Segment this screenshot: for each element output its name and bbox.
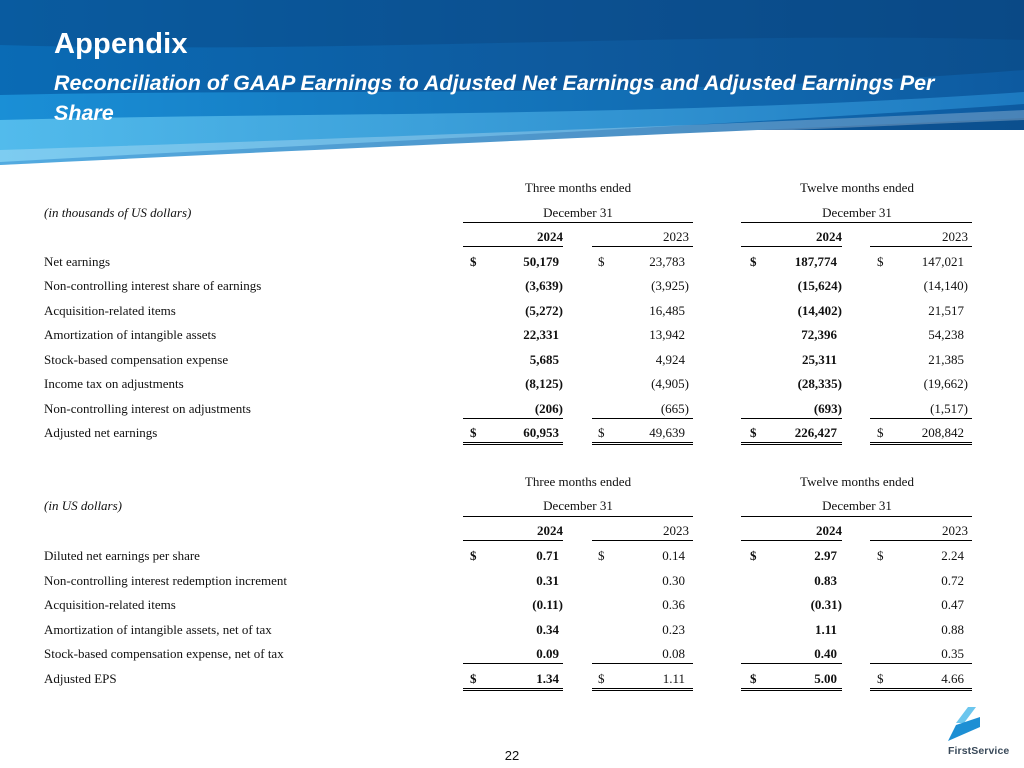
double-underline	[741, 688, 842, 691]
cell-q24: 0.31	[536, 573, 559, 588]
currency-symbol: $	[877, 671, 884, 686]
cell-q23: 4,924	[655, 352, 685, 367]
cell-y24: (14,402)	[797, 303, 842, 318]
cell-y23: 147,021	[921, 254, 964, 269]
year-current-q: 2024	[537, 523, 563, 538]
divider	[870, 418, 972, 419]
currency-symbol: $	[877, 548, 884, 563]
currency-symbol: $	[470, 425, 477, 440]
cell-y24: 1.11	[814, 622, 837, 637]
divider	[592, 246, 693, 247]
cell-q23: 0.08	[662, 646, 685, 661]
cell-y23: 4.66	[941, 671, 964, 686]
row-label: Acquisition-related items	[44, 303, 176, 318]
cell-y23: 0.35	[941, 646, 964, 661]
divider	[592, 418, 693, 419]
row-label: Stock-based compensation expense, net of tax	[44, 646, 284, 661]
cell-q24: (206)	[534, 401, 563, 416]
cell-y23: 54,238	[928, 327, 964, 342]
divider	[463, 663, 563, 664]
divider	[592, 663, 693, 664]
cell-q23: 0.36	[662, 597, 685, 612]
cell-y24: (693)	[813, 401, 842, 416]
row-label: Diluted net earnings per share	[44, 548, 200, 563]
divider	[463, 418, 563, 419]
divider	[870, 540, 972, 541]
page-subtitle: Reconciliation of GAAP Earnings to Adjusted Net Earnings and Adjusted Earnings Per Share	[54, 71, 935, 125]
cell-q23: 23,783	[649, 254, 685, 269]
cell-y24: 25,311	[801, 352, 837, 367]
cell-q24: 0.71	[536, 548, 559, 563]
currency-symbol: $	[598, 425, 605, 440]
cell-y24: 72,396	[801, 327, 837, 342]
cell-q23: (665)	[660, 401, 689, 416]
cell-y23: (19,662)	[923, 376, 968, 391]
currency-symbol: $	[598, 254, 605, 269]
currency-symbol: $	[470, 254, 477, 269]
cell-y24: (15,624)	[797, 278, 842, 293]
currency-symbol: $	[750, 254, 757, 269]
page-number: 22	[504, 748, 520, 763]
cell-y24: 187,774	[794, 254, 837, 269]
double-underline	[592, 688, 693, 691]
period-header-y: December 31	[822, 498, 892, 513]
period-header-y: December 31	[822, 205, 892, 220]
row-label: Amortization of intangible assets	[44, 327, 217, 342]
currency-symbol: $	[750, 671, 757, 686]
currency-symbol: $	[598, 671, 605, 686]
double-underline	[463, 442, 563, 445]
year-prior-y: 2023	[942, 229, 968, 244]
row-label: Adjusted EPS	[44, 671, 117, 686]
row-label: Non-controlling interest redemption increment	[44, 573, 287, 588]
cell-y24: (28,335)	[797, 376, 842, 391]
cell-y23: 0.47	[941, 597, 964, 612]
cell-y24: 2.97	[814, 548, 837, 563]
currency-symbol: $	[470, 548, 477, 563]
cell-q24: (3,639)	[525, 278, 563, 293]
row-label: Amortization of intangible assets, net of tax	[44, 622, 272, 637]
currency-symbol: $	[750, 548, 757, 563]
cell-y23: 208,842	[921, 425, 964, 440]
divider	[741, 246, 842, 247]
cell-q24: (8,125)	[525, 376, 563, 391]
cell-q24: 5,685	[529, 352, 559, 367]
three-months-header: Three months ended	[524, 474, 632, 489]
year-prior-y: 2023	[942, 523, 968, 538]
cell-q24: (0.11)	[532, 597, 563, 612]
cell-q24: 60,953	[523, 425, 559, 440]
twelve-months-header: Twelve months ended	[800, 180, 914, 195]
cell-y23: 21,385	[928, 352, 964, 367]
cell-q23: 1.11	[662, 671, 685, 686]
cell-y23: 21,517	[928, 303, 964, 318]
cell-y24: 0.40	[814, 646, 837, 661]
double-underline	[463, 688, 563, 691]
cell-q23: 16,485	[649, 303, 685, 318]
three-months-header: Three months ended	[524, 180, 632, 195]
cell-q23: (4,905)	[651, 376, 689, 391]
currency-symbol: $	[750, 425, 757, 440]
currency-symbol: $	[598, 548, 605, 563]
cell-q24: 0.34	[536, 622, 559, 637]
unit-label: (in thousands of US dollars)	[44, 205, 192, 220]
double-underline	[870, 688, 972, 691]
double-underline	[592, 442, 693, 445]
year-current-q: 2024	[537, 229, 563, 244]
divider	[463, 540, 563, 541]
row-label: Net earnings	[44, 254, 111, 269]
divider	[463, 516, 693, 517]
cell-y23: 0.72	[941, 573, 964, 588]
divider	[741, 222, 972, 223]
cell-y23: 0.88	[941, 622, 964, 637]
logo-text: FirstService	[948, 745, 1010, 757]
divider	[741, 516, 972, 517]
cell-q24: (5,272)	[525, 303, 563, 318]
currency-symbol: $	[877, 425, 884, 440]
period-header-q: December 31	[543, 498, 613, 513]
double-underline	[741, 442, 842, 445]
divider	[870, 246, 972, 247]
cell-y24: 5.00	[814, 671, 837, 686]
divider	[741, 540, 842, 541]
double-underline	[870, 442, 972, 445]
divider	[463, 246, 563, 247]
cell-y23: 2.24	[941, 548, 964, 563]
year-prior-q: 2023	[663, 523, 689, 538]
twelve-months-header: Twelve months ended	[800, 474, 914, 489]
period-header-q: December 31	[543, 205, 613, 220]
cell-y24: 0.83	[814, 573, 837, 588]
divider	[741, 663, 842, 664]
cell-q23: 0.14	[662, 548, 685, 563]
divider	[463, 222, 693, 223]
cell-q23: (3,925)	[651, 278, 689, 293]
cell-q24: 22,331	[523, 327, 559, 342]
cell-q24: 1.34	[536, 671, 559, 686]
year-current-y: 2024	[816, 229, 842, 244]
row-label: Non-controlling interest share of earnings	[44, 278, 262, 293]
cell-q24: 50,179	[523, 254, 559, 269]
divider	[592, 540, 693, 541]
page-title: Appendix	[54, 28, 188, 60]
year-current-y: 2024	[816, 523, 842, 538]
row-label: Acquisition-related items	[44, 597, 176, 612]
year-prior-q: 2023	[663, 229, 689, 244]
cell-y23: (1,517)	[930, 401, 968, 416]
cell-q23: 13,942	[649, 327, 685, 342]
firstservice-logo-icon	[946, 705, 986, 743]
divider	[870, 663, 972, 664]
row-label: Adjusted net earnings	[44, 425, 158, 440]
cell-q23: 0.30	[662, 573, 685, 588]
cell-y23: (14,140)	[923, 278, 968, 293]
cell-q23: 0.23	[662, 622, 685, 637]
cell-y24: (0.31)	[810, 597, 842, 612]
unit-label: (in US dollars)	[44, 498, 122, 513]
cell-q24: 0.09	[536, 646, 559, 661]
cell-y24: 226,427	[794, 425, 837, 440]
cell-q23: 49,639	[649, 425, 685, 440]
row-label: Stock-based compensation expense	[44, 352, 229, 367]
currency-symbol: $	[470, 671, 477, 686]
currency-symbol: $	[877, 254, 884, 269]
row-label: Income tax on adjustments	[44, 376, 184, 391]
row-label: Non-controlling interest on adjustments	[44, 401, 251, 416]
divider	[741, 418, 842, 419]
